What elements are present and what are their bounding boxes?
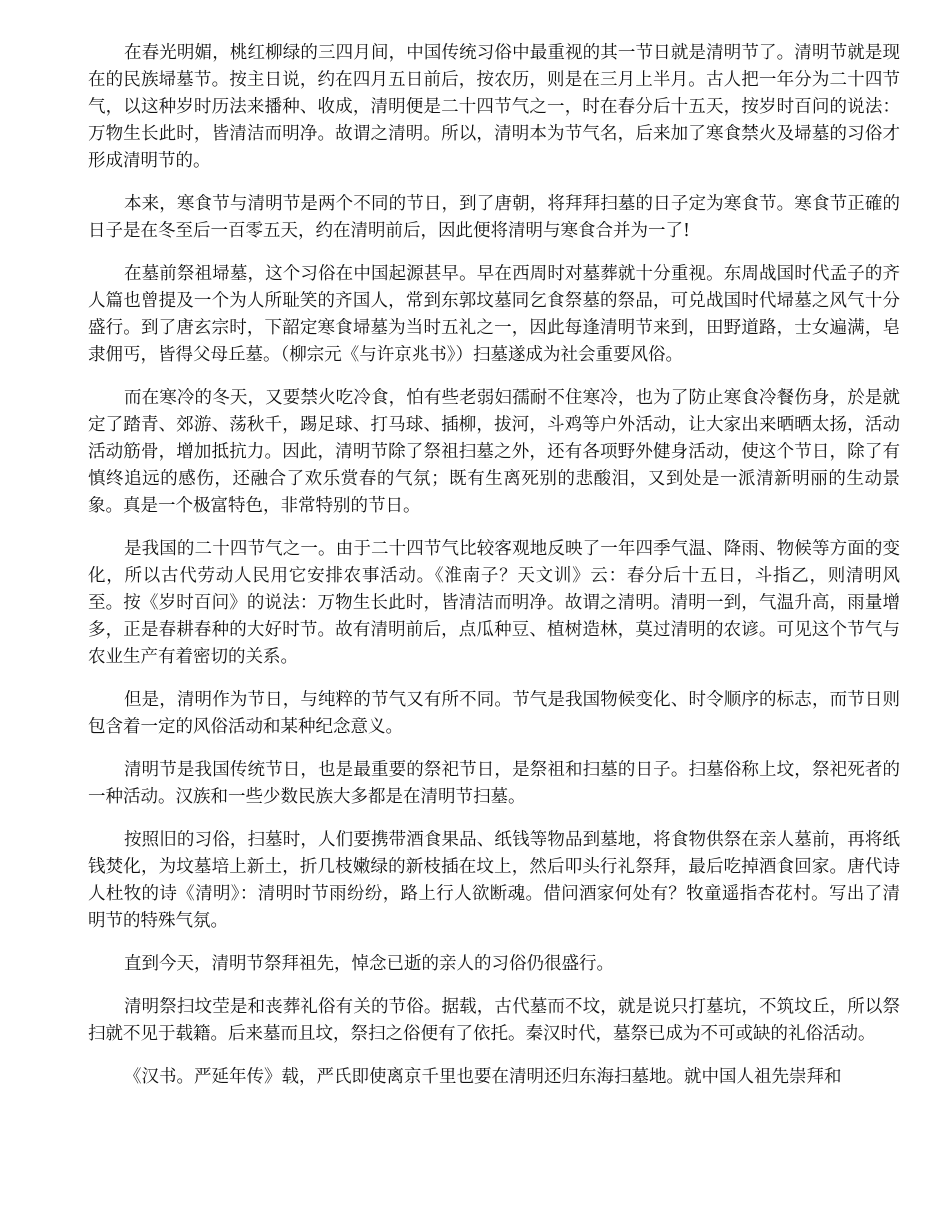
paragraph-10: 清明祭扫坟茔是和丧葬礼俗有关的节俗。据载，古代墓而不坟，就是说只打墓坑，不筑坟丘，所以祭扫就不见于载籍。后来墓而且坟，祭扫之俗便有了依托。秦汉时代，墓祭已成为不可或缺的礼俗活动。 — [88, 997, 900, 1044]
paragraph-3: 在墓前祭祖埽墓，这个习俗在中国起源甚早。早在西周时对墓葬就十分重视。东周战国时代孟子的齐人篇也曾提及一个为人所耻笑的齐国人，常到东郭坟墓同乞食祭墓的祭品，可兑战国时代埽墓之风气十分盛行。到了唐玄宗时，下韶定寒食埽墓为当时五礼之一，因此每逢清明节来到，田野道路，士女遍满，皂隶佣丐，皆得父母丘墓。（柳宗元《与许京兆书》）扫墓遂成为社会重要风俗。 — [88, 264, 900, 365]
paragraph-9: 直到今天，清明节祭拜祖先，悼念已逝的亲人的习俗仍很盛行。 — [124, 954, 614, 974]
paragraph-4: 而在寒冷的冬天，又要禁火吃冷食，怕有些老弱妇孺耐不住寒冷，也为了防止寒食冷餐伤身，於是就定了踏青、郊游、荡秋千，踢足球、打马球、插柳，拔河，斗鸡等户外活动，让大家出来晒晒太扬，活动活动筋骨，增加抵抗力。因此，清明节除了祭祖扫墓之外，还有各项野外健身活动，使这个节日，除了有慎终追远的感伤，还融合了欢乐赏春的气氛；既有生离死别的悲酸泪，又到处是一派清新明丽的生动景象。真是一个极富特色，非常特别的节日。 — [88, 388, 900, 516]
paragraph-8: 按照旧的习俗，扫墓时，人们要携带酒食果品、纸钱等物品到墓地，将食物供祭在亲人墓前，再将纸钱焚化，为坟墓培上新土，折几枝嫩绿的新枝插在坟上，然后叩头行礼祭拜，最后吃掉酒食回家。唐代诗人杜牧的诗《清明》：清明时节雨纷纷，路上行人欲断魂。借问酒家何处有？牧童遥指杏花村。写出了清明节的特殊气氛。 — [88, 830, 900, 931]
paragraph-11: 《汉书。严延年传》载，严氏即使离京千里也要在清明还归东海扫墓地。就中国人祖先崇拜和 — [124, 1067, 842, 1087]
paragraph-2: 本来，寒食节与清明节是两个不同的节日，到了唐朝，将拜拜扫墓的日子定为寒食节。寒食节正確的日子是在冬至后一百零五天，约在清明前后，因此便将清明与寒食合并为一了! — [88, 194, 900, 241]
paragraph-7: 清明节是我国传统节日，也是最重要的祭祀节日，是祭祖和扫墓的日子。扫墓俗称上坟，祭祀死者的一种活动。汉族和一些少数民族大多都是在清明节扫墓。 — [88, 760, 900, 807]
document-body — [88, 40, 900, 1107]
paragraph-1: 在春光明媚，桃红柳绿的三四月间，中国传统习俗中最重视的其一节日就是清明节了。清明节就是现在的民族埽墓节。按主日说，约在四月五日前后，按农历，则是在三月上半月。古人把一年分为二十四节气，以这种岁时历法来播种、收成，清明便是二十四节气之一，时在春分后十五天，按岁时百问的说法：万物生长此时，皆清洁而明净。故谓之清明。所以，清明本为节气名，后来加了寒食禁火及埽墓的习俗才形成清明节的。 — [88, 43, 900, 171]
paragraph-5: 是我国的二十四节气之一。由于二十四节气比较客观地反映了一年四季气温、降雨、物候等方面的变化，所以古代劳动人民用它安排农事活动。《淮南子？天文训》云：春分后十五日，斗指乙，则清明风至。按《岁时百问》的说法：万物生长此时，皆清洁而明净。故谓之清明。清明一到，气温升高，雨量增多，正是春耕春种的大好时节。故有清明前后，点瓜种豆、植树造林，莫过清明的农谚。可见这个节气与农业生产有着密切的关系。 — [88, 539, 900, 667]
paragraph-6: 但是，清明作为节日，与纯粹的节气又有所不同。节气是我国物候变化、时令顺序的标志，而节日则包含着一定的风俗活动和某种纪念意义。 — [88, 690, 900, 737]
